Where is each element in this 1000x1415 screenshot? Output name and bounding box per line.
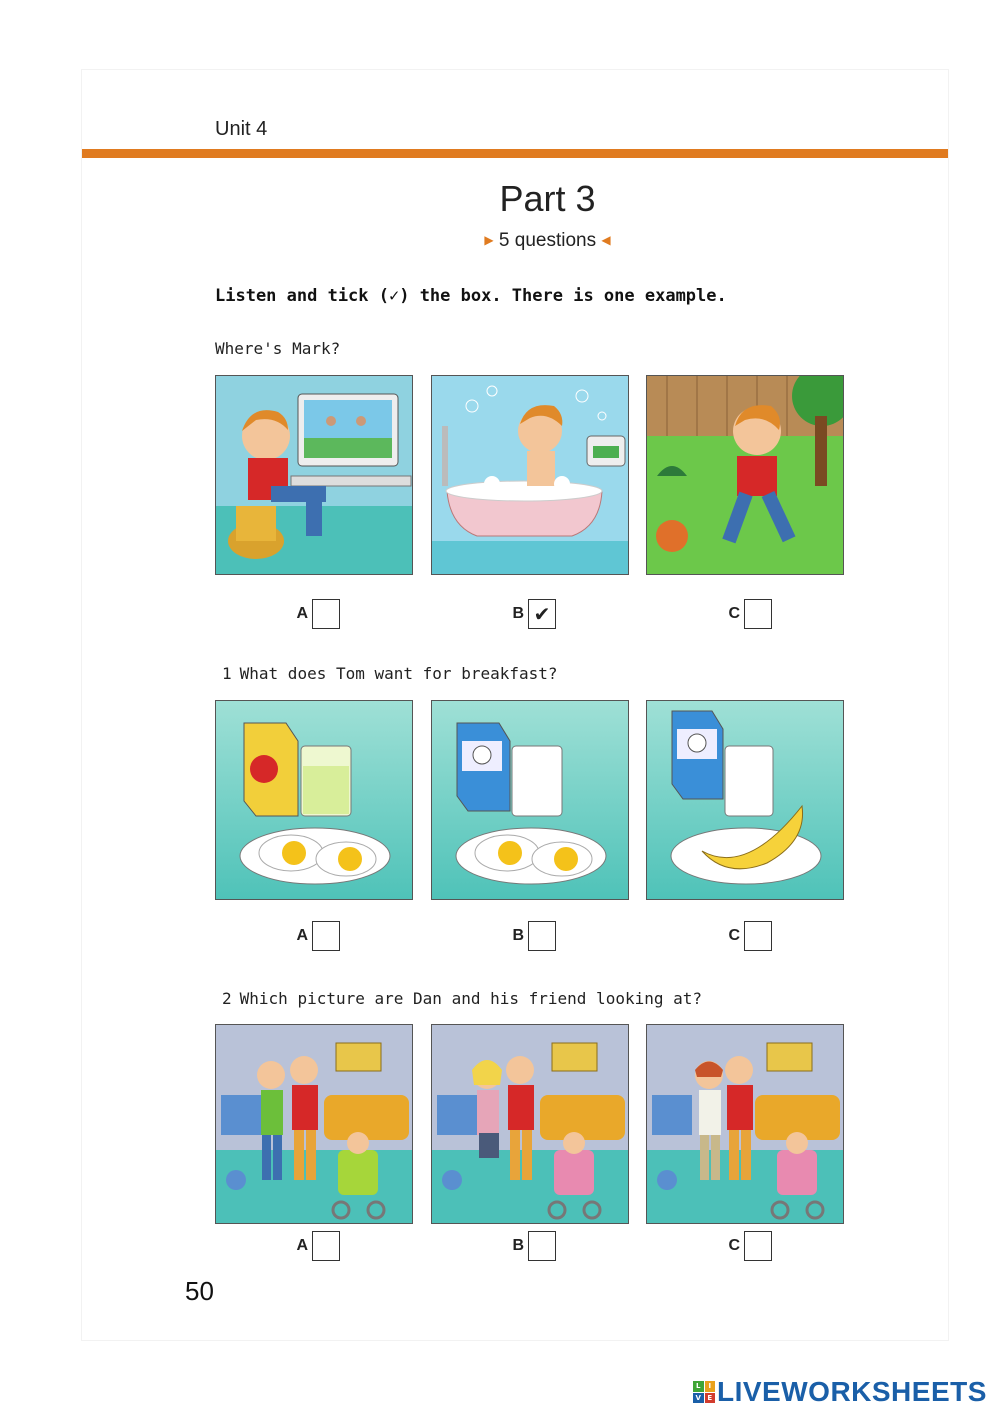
logo-letter: E (705, 1393, 716, 1404)
option-letter: A (296, 1237, 308, 1254)
logo-letter: V (693, 1393, 704, 1404)
liveworksheets-logo[interactable] (693, 1374, 987, 1410)
option-letter: A (296, 927, 308, 944)
question-1-option-b (506, 920, 556, 952)
tick-box[interactable] (744, 1231, 772, 1261)
question-2-picture-c (646, 1024, 844, 1224)
question-1 (222, 664, 558, 683)
question-1-picture-a (215, 700, 413, 900)
example-picture-c (646, 375, 844, 575)
questions-count-text: 5 questions (498, 230, 597, 251)
example-option-c (722, 598, 772, 630)
option-letter: B (512, 605, 524, 622)
option-letter: C (728, 927, 740, 944)
header-divider (82, 149, 948, 158)
tick-box[interactable] (312, 599, 340, 629)
question-1-option-c (722, 920, 772, 952)
question-1-picture-b (431, 700, 629, 900)
question-1-picture-c (646, 700, 844, 900)
example-picture-a (215, 375, 413, 575)
tick-box[interactable] (528, 1231, 556, 1261)
option-letter: C (728, 605, 740, 622)
tick-box[interactable] (744, 921, 772, 951)
question-2 (222, 989, 702, 1008)
triangle-left-icon: ◀ (601, 233, 611, 247)
question-text: What does Tom want for breakfast? (239, 664, 558, 683)
question-2-option-a (290, 1230, 340, 1262)
page-number: 50 (185, 1276, 214, 1306)
question-number: 2 (222, 989, 232, 1008)
tick-box[interactable] (312, 921, 340, 951)
option-letter: B (512, 1237, 524, 1254)
brand-text: LIVEWORKSHEETS (717, 1376, 987, 1407)
question-2-option-c (722, 1230, 772, 1262)
tick-box[interactable] (528, 921, 556, 951)
example-option-a (290, 598, 340, 630)
example-option-b (506, 598, 556, 630)
tick-box[interactable] (528, 599, 556, 629)
question-2-picture-a (215, 1024, 413, 1224)
checkmark-icon: ✔ (533, 602, 551, 626)
example-question: Where's Mark? (215, 339, 341, 358)
unit-label: Unit 4 (215, 118, 268, 140)
questions-count (0, 230, 1000, 252)
logo-letter: L (693, 1381, 704, 1392)
liveworksheets-icon (693, 1381, 715, 1403)
question-2-picture-b (431, 1024, 629, 1224)
example-picture-b (431, 375, 629, 575)
option-letter: C (728, 1237, 740, 1254)
question-1-option-a (290, 920, 340, 952)
question-2-option-b (506, 1230, 556, 1262)
tick-box[interactable] (744, 599, 772, 629)
question-text: Which picture are Dan and his friend looking at? (239, 989, 703, 1008)
logo-letter: I (705, 1381, 716, 1392)
triangle-right-icon: ▶ (484, 233, 494, 247)
option-letter: B (512, 927, 524, 944)
tick-box[interactable] (312, 1231, 340, 1261)
instruction-text: Listen and tick (✓) the box. There is one example. (215, 286, 727, 306)
question-number: 1 (222, 664, 232, 683)
option-letter: A (296, 605, 308, 622)
part-title: Part 3 (499, 178, 596, 219)
